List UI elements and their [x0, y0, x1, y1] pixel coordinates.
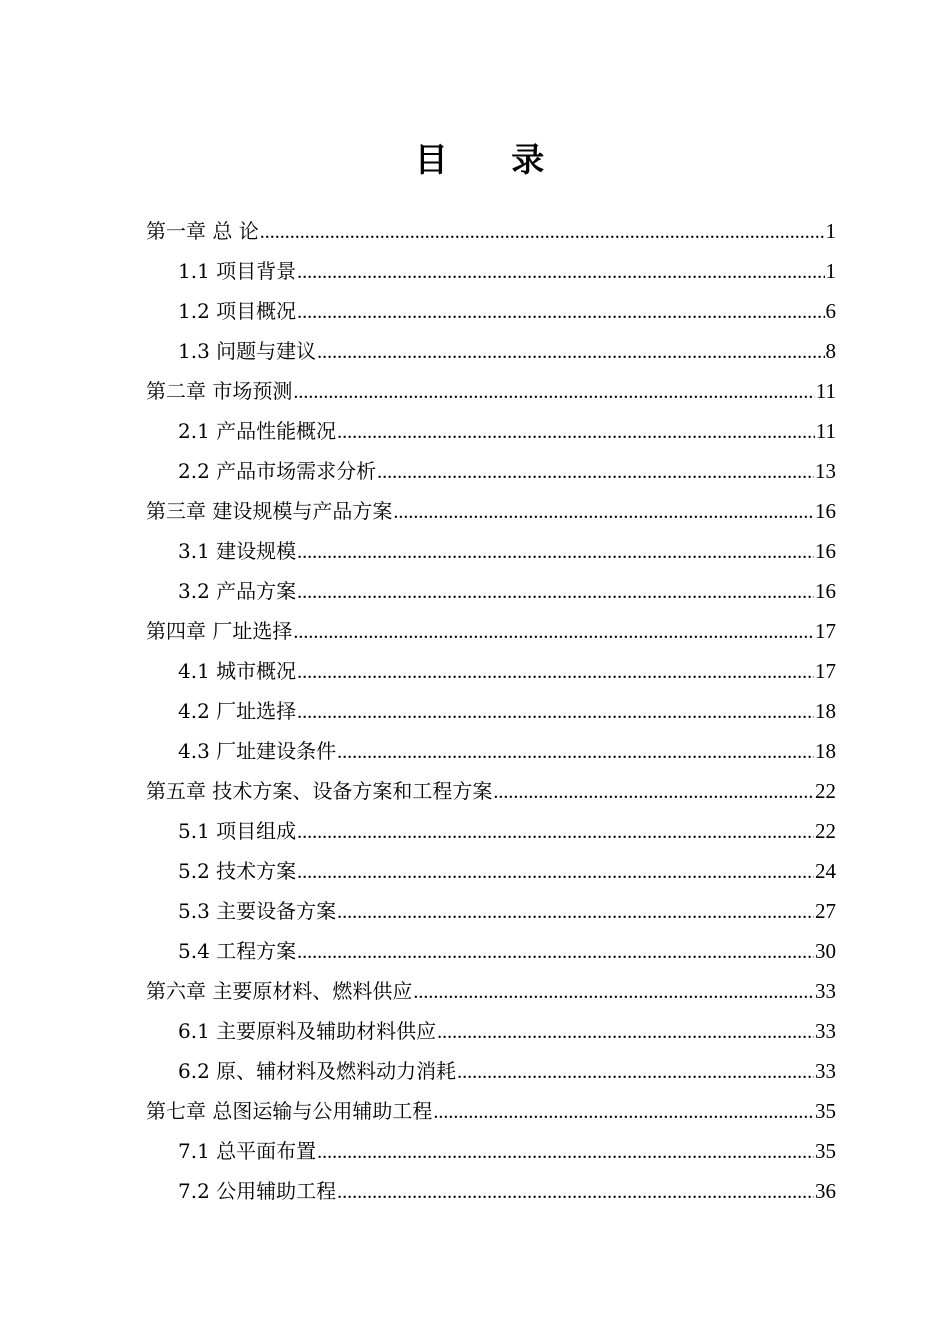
toc-dot-leader: [297, 852, 814, 892]
toc-page-number: 1: [825, 259, 836, 283]
toc-dot-leader: [293, 612, 814, 652]
toc-entry-label: 1.1 项目背景: [178, 259, 297, 283]
toc-entry-label: 6.1 主要原料及辅助材料供应: [178, 1019, 437, 1043]
toc-entry-label: 第一章 总 论: [146, 219, 259, 243]
toc-entry-label: 3.1 建设规模: [178, 539, 297, 563]
toc-entry-label: 5.3 主要设备方案: [178, 899, 337, 923]
toc-dot-leader: [317, 1132, 814, 1172]
toc-section-entry[interactable]: [146, 1011, 836, 1051]
toc-page-number: 18: [815, 739, 836, 763]
toc-page-number: 16: [815, 539, 836, 563]
toc-page-number: 18: [815, 699, 836, 723]
toc-entry-label: 1.2 项目概况: [178, 299, 297, 323]
toc-chapter-entry[interactable]: [146, 211, 836, 251]
toc-page-number: 17: [815, 619, 836, 643]
toc-dot-leader: [457, 1052, 814, 1092]
toc-section-entry[interactable]: [146, 691, 836, 731]
toc-page-number: 16: [815, 579, 836, 603]
toc-page-number: 33: [815, 1019, 836, 1043]
toc-section-entry[interactable]: [146, 451, 836, 491]
toc-section-entry[interactable]: [146, 731, 836, 771]
toc-page-number: 36: [815, 1179, 836, 1203]
toc-dot-leader: [413, 972, 814, 1012]
toc-section-entry[interactable]: [146, 571, 836, 611]
toc-entry-label: 2.1 产品性能概况: [178, 419, 337, 443]
toc-entry-label: 第三章 建设规模与产品方案: [146, 499, 393, 523]
toc-entry-label: 5.4 工程方案: [178, 939, 297, 963]
toc-page-number: 22: [815, 819, 836, 843]
toc-dot-leader: [433, 1092, 814, 1132]
toc-entry-label: 4.3 厂址建设条件: [178, 739, 337, 763]
toc-page-number: 22: [815, 779, 836, 803]
toc-page-number: 35: [815, 1139, 836, 1163]
toc-dot-leader: [297, 692, 814, 732]
toc-dot-leader: [493, 772, 814, 812]
toc-entry-label: 6.2 原、辅材料及燃料动力消耗: [178, 1059, 457, 1083]
toc-page-number: 33: [815, 979, 836, 1003]
toc-dot-leader: [337, 412, 815, 452]
toc-page-number: 6: [825, 299, 836, 323]
toc-title: 目 录: [414, 140, 571, 179]
toc-entry-label: 第六章 主要原材料、燃料供应: [146, 979, 413, 1003]
toc-section-entry[interactable]: [146, 1171, 836, 1211]
toc-dot-leader: [297, 652, 814, 692]
toc-dot-leader: [297, 932, 814, 972]
toc-page-number: 30: [815, 939, 836, 963]
toc-section-entry[interactable]: [146, 1051, 836, 1091]
toc-dot-leader: [337, 1172, 814, 1212]
toc-dot-leader: [260, 212, 825, 252]
toc-dot-leader: [337, 732, 814, 772]
toc-section-entry[interactable]: [146, 291, 836, 331]
toc-entry-label: 第二章 市场预测: [146, 379, 293, 403]
toc-section-entry[interactable]: [146, 931, 836, 971]
toc-page-number: 16: [815, 499, 836, 523]
toc-dot-leader: [393, 492, 814, 532]
toc-section-entry[interactable]: [146, 531, 836, 571]
toc-entry-label: 第四章 厂址选择: [146, 619, 293, 643]
toc-page-number: 11: [815, 419, 836, 443]
toc-chapter-entry[interactable]: [146, 491, 836, 531]
toc-page-number: 27: [815, 899, 836, 923]
toc-dot-leader: [297, 812, 814, 852]
toc-dot-leader: [377, 452, 814, 492]
toc-entry-label: 7.2 公用辅助工程: [178, 1179, 337, 1203]
toc-entry-label: 第五章 技术方案、设备方案和工程方案: [146, 779, 493, 803]
toc-page-number: 1: [825, 219, 836, 243]
toc-entry-label: 5.1 项目组成: [178, 819, 297, 843]
toc-page-number: 24: [815, 859, 836, 883]
toc-section-entry[interactable]: [146, 891, 836, 931]
toc-section-entry[interactable]: [146, 1131, 836, 1171]
toc-chapter-entry[interactable]: [146, 371, 836, 411]
toc-entry-label: 4.2 厂址选择: [178, 699, 297, 723]
toc-dot-leader: [297, 572, 814, 612]
toc-dot-leader: [297, 252, 824, 292]
toc-section-entry[interactable]: [146, 811, 836, 851]
toc-page-number: 11: [815, 379, 836, 403]
toc-section-entry[interactable]: [146, 851, 836, 891]
toc-page-number: 8: [825, 339, 836, 363]
toc-section-entry[interactable]: [146, 331, 836, 371]
toc-entry-label: 第七章 总图运输与公用辅助工程: [146, 1099, 433, 1123]
toc-entry-label: 4.1 城市概况: [178, 659, 297, 683]
toc-list: [146, 211, 836, 1211]
toc-dot-leader: [297, 292, 824, 332]
toc-dot-leader: [293, 372, 814, 412]
toc-chapter-entry[interactable]: [146, 1091, 836, 1131]
toc-dot-leader: [317, 332, 824, 372]
toc-page-number: 33: [815, 1059, 836, 1083]
toc-dot-leader: [297, 532, 814, 572]
toc-entry-label: 5.2 技术方案: [178, 859, 297, 883]
toc-entry-label: 3.2 产品方案: [178, 579, 297, 603]
toc-page-number: 17: [815, 659, 836, 683]
toc-dot-leader: [437, 1012, 814, 1052]
toc-section-entry[interactable]: [146, 651, 836, 691]
toc-section-entry[interactable]: [146, 411, 836, 451]
toc-chapter-entry[interactable]: [146, 971, 836, 1011]
toc-dot-leader: [337, 892, 814, 932]
toc-entry-label: 7.1 总平面布置: [178, 1139, 317, 1163]
toc-page-number: 35: [815, 1099, 836, 1123]
toc-chapter-entry[interactable]: [146, 771, 836, 811]
toc-page-number: 13: [815, 459, 836, 483]
toc-section-entry[interactable]: [146, 251, 836, 291]
toc-entry-label: 1.3 问题与建议: [178, 339, 317, 363]
toc-chapter-entry[interactable]: [146, 611, 836, 651]
toc-entry-label: 2.2 产品市场需求分析: [178, 459, 377, 483]
